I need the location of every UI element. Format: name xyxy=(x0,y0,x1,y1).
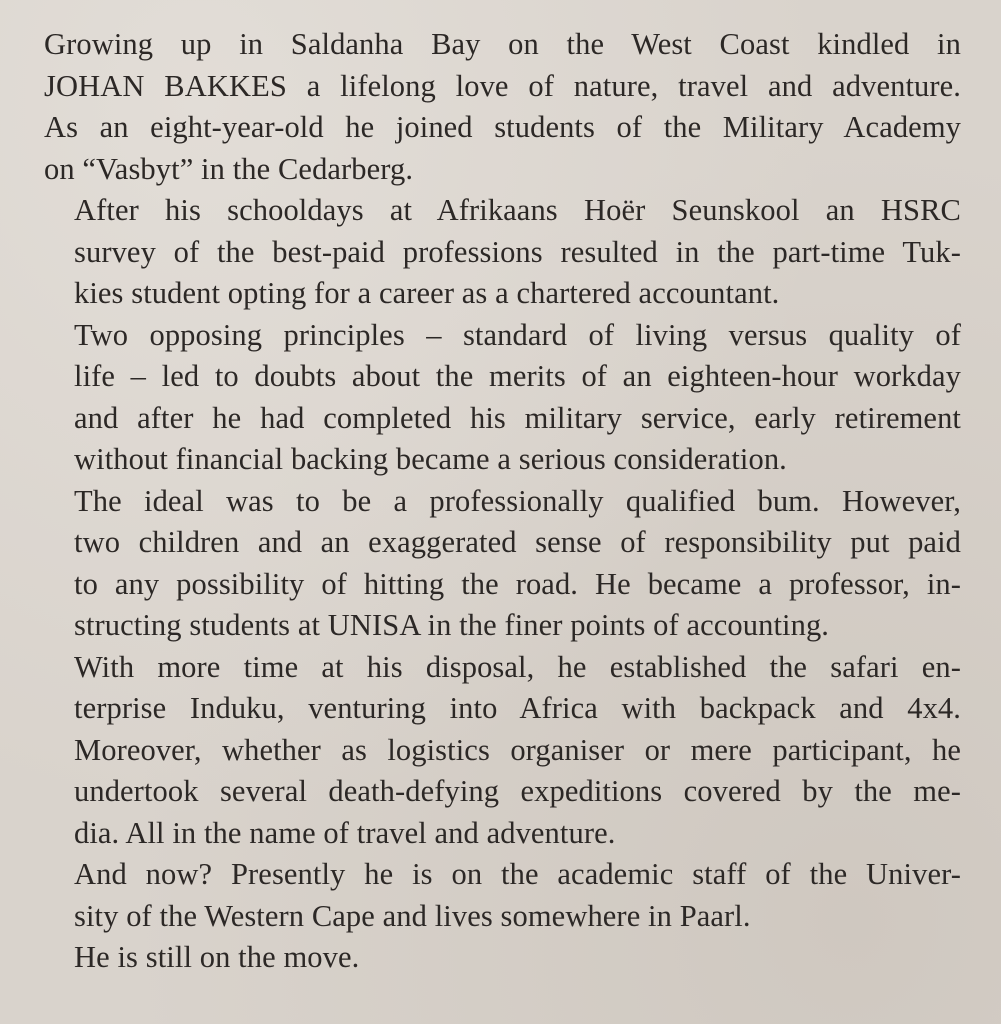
text-line: structing students at UNISA in the finer points of accounting. xyxy=(74,608,830,642)
text-line: He is still on the move. xyxy=(74,940,360,974)
text-line: on “Vasbyt” in the Cedarberg. xyxy=(44,151,414,186)
text-line: JOHAN BAKKES a lifelong love of nature, travel and adventure. xyxy=(44,68,961,103)
text-line: sity of the Western Cape and lives somewhere in Paarl. xyxy=(74,898,751,933)
text-line: life – led to doubts about the merits of an eighteen-hour workday xyxy=(74,359,961,393)
text-line: The ideal was to be a professionally qualified bum. However, xyxy=(74,483,961,518)
text-line: Two opposing principles – standard of living versus quality of xyxy=(74,317,961,352)
text-line: without financial backing became a serious consideration. xyxy=(74,442,787,476)
text-line: Moreover, whether as logistics organiser or mere participant, he xyxy=(74,732,961,767)
text-line: kies student opting for a career as a chartered accountant. xyxy=(74,276,780,310)
text-line: dia. All in the name of travel and adventure. xyxy=(74,815,616,850)
text-line: Growing up in Saldanha Bay on the West Coast kindled in xyxy=(44,27,961,61)
text-line: to any possibility of hitting the road. He became a professor, in- xyxy=(74,566,961,601)
paragraph-1 xyxy=(44,24,961,190)
text-line: survey of the best-paid professions resulted in the part-time Tuk- xyxy=(74,234,961,269)
text-line: undertook several death-defying expeditions covered by the me- xyxy=(74,774,961,808)
paragraph-6 xyxy=(44,854,961,937)
text-line: After his schooldays at Afrikaans Hoër Seunskool an HSRC xyxy=(74,193,961,227)
text-line: And now? Presently he is on the academic staff of the Univer- xyxy=(74,857,961,891)
text-line: With more time at his disposal, he established the safari en- xyxy=(74,649,961,684)
paragraph-4 xyxy=(44,481,961,647)
text-line: two children and an exaggerated sense of responsibility put paid xyxy=(74,525,961,559)
paragraph-2 xyxy=(44,190,961,315)
paragraph-5 xyxy=(44,647,961,855)
text-line: terprise Induku, venturing into Africa with backpack and 4x4. xyxy=(74,691,961,725)
text-line: As an eight-year-old he joined students of the Military Academy xyxy=(44,110,961,144)
paragraph-7 xyxy=(44,937,961,979)
paragraph-3 xyxy=(44,315,961,481)
text-line: and after he had completed his military service, early retirement xyxy=(74,400,961,435)
